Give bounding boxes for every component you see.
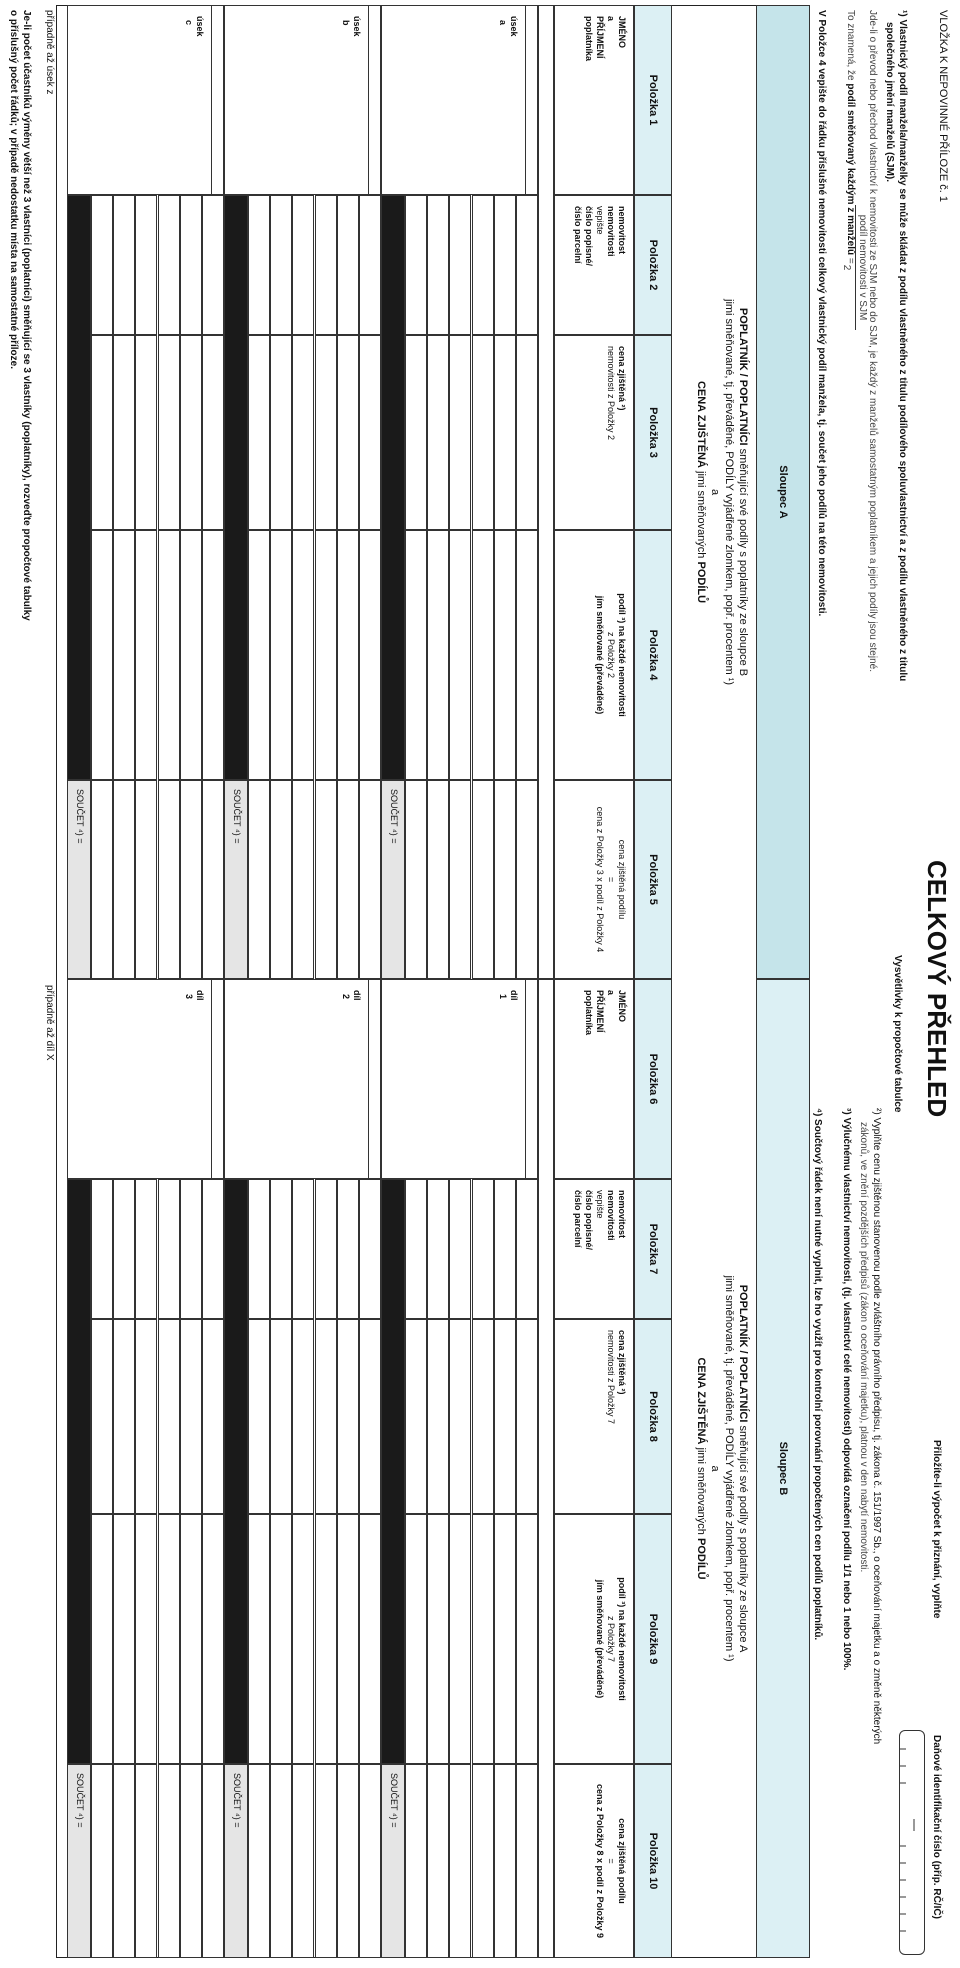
cell-p7[interactable]	[180, 1179, 202, 1319]
polozka-1-header: Položka 1	[634, 5, 672, 195]
cell-p5[interactable]	[405, 780, 427, 979]
note-2b: zákonů, ve znění pozdějších předpisů (zákon o oceňování majetku), platnou v den nabytí nemovitosti.	[858, 1122, 869, 1573]
cell-p7[interactable]	[449, 1179, 471, 1319]
cell-p9[interactable]	[202, 1514, 224, 1764]
p1-description	[554, 5, 634, 195]
usek-cell	[224, 5, 381, 195]
cell-p3[interactable]	[135, 335, 157, 530]
sloupec-a-description	[694, 5, 750, 979]
cell-p10[interactable]	[270, 1764, 292, 1958]
cell-p4[interactable]	[270, 530, 292, 780]
dil-label: díl	[509, 990, 519, 1001]
cell-p5[interactable]	[180, 780, 202, 979]
cell-p9[interactable]	[158, 1514, 180, 1764]
vlozka-label: VLOŽKA K NEPOVINNÉ PŘÍLOZE č. 1	[937, 10, 949, 202]
cell-p8[interactable]	[180, 1319, 202, 1514]
cell-p9[interactable]	[315, 1514, 337, 1764]
polozka-6-header: Položka 6	[634, 979, 672, 1179]
cell-p9[interactable]	[135, 1514, 157, 1764]
sloupec-a-poplatnik: POPLATNÍK / POPLATNÍCI	[737, 307, 749, 446]
cell-p9[interactable]	[91, 1514, 113, 1764]
cell-p4[interactable]	[292, 530, 314, 780]
dil-divider	[525, 979, 526, 1179]
cell-p4[interactable]	[337, 530, 359, 780]
cell-p2[interactable]	[315, 195, 337, 335]
cell-p7[interactable]	[337, 1179, 359, 1319]
cell-p8[interactable]	[248, 1319, 270, 1514]
cell-p7[interactable]	[359, 1179, 381, 1319]
cell-p10[interactable]	[315, 1764, 337, 1958]
p9-desc-line: podíl ³) na každé nemovitosti	[617, 1577, 627, 1701]
cell-p7[interactable]	[91, 1179, 113, 1319]
cell-p8[interactable]	[494, 1319, 516, 1514]
cell-p4[interactable]	[516, 530, 538, 780]
note-1d-bold: podíl směňovaný každým z manželů	[845, 83, 856, 256]
cell-p4[interactable]	[405, 530, 427, 780]
usek-label: úsek	[352, 16, 362, 37]
cell-p3[interactable]	[315, 335, 337, 530]
sloupec-a-jimi: jimi směňovaných	[695, 471, 707, 559]
note-3: ³) Výlučnému vlastnictví nemovitosti, (tj. vlastnictví celé nemovitosti) odpovídá označení podílu 1/1 nebo 1 nebo 100%.	[841, 1108, 852, 1671]
sum-row-black-b	[67, 1179, 91, 1764]
cell-p9[interactable]	[113, 1514, 135, 1764]
cell-p10[interactable]	[202, 1764, 224, 1958]
cell-p10[interactable]	[91, 1764, 113, 1958]
p7-desc-line: vepište	[595, 1190, 605, 1219]
usek-letter: c	[184, 20, 194, 26]
cell-p8[interactable]	[113, 1319, 135, 1514]
dic-label: Daňové identifikační číslo (příp. RČ/IČ)	[931, 1735, 942, 1919]
note-1c: Jde-li o převod nebo přechod vlastnictví k nemovitosti ze SJM nebo do SJM, je každý z manželů samostatným poplatníkem a jejich podíly jsou stejné.	[867, 10, 878, 672]
cell-p5[interactable]	[270, 780, 292, 979]
sloupec-a-smenujici: směňující své podíly s poplatníky ze sloupce B	[737, 448, 749, 677]
bottom-note-2: o příslušný počet řádků; v případě nedostatku místa na samostatné příloze.	[8, 10, 19, 369]
page-title: CELKOVÝ PŘEHLED	[922, 860, 952, 1118]
cell-p3[interactable]	[494, 335, 516, 530]
p5-desc-line: cena zjištěná podílu	[617, 839, 627, 920]
p2-desc-line: číslo popisné/	[584, 206, 594, 267]
dil-cell	[224, 979, 381, 1179]
dil-number: 3	[184, 994, 194, 1000]
cell-p9[interactable]	[427, 1514, 449, 1764]
cell-p3[interactable]	[202, 335, 224, 530]
cell-p3[interactable]	[359, 335, 381, 530]
sloupec-b-jimi: jimi směňovaných	[695, 1447, 707, 1535]
cell-p7[interactable]	[113, 1179, 135, 1319]
dic-input-box[interactable]	[899, 1730, 925, 1955]
cell-p3[interactable]	[337, 335, 359, 530]
cell-p7[interactable]	[202, 1179, 224, 1319]
note-1d-eq: =	[845, 257, 856, 264]
sum-row-black-b	[381, 1179, 405, 1764]
cell-p4[interactable]	[315, 530, 337, 780]
soucet-b: SOUČET ⁴) =	[381, 1764, 405, 1958]
p2-desc-line: nemovitosti	[606, 206, 616, 257]
sloupec-b-cena: CENA ZJIŠTĚNÁ	[695, 1357, 707, 1445]
cell-p5[interactable]	[135, 780, 157, 979]
dil-label: díl	[195, 990, 205, 1001]
cell-p9[interactable]	[494, 1514, 516, 1764]
p8-desc-line: nemovitosti z Položky 7	[606, 1330, 616, 1425]
cell-p3[interactable]	[180, 335, 202, 530]
fraction-denominator: 2	[841, 264, 852, 271]
soucet-b: SOUČET ⁴) =	[67, 1764, 91, 1958]
p7-description	[554, 1179, 634, 1319]
usek-cell	[381, 5, 538, 195]
p1-desc-line: PŘÍJMENÍ	[595, 16, 605, 59]
cell-p4[interactable]	[91, 530, 113, 780]
p9-desc-line: jím směňované (převáděné)	[595, 1579, 605, 1699]
cell-p9[interactable]	[180, 1514, 202, 1764]
cell-p4[interactable]	[135, 530, 157, 780]
cell-p4[interactable]	[113, 530, 135, 780]
dil-number: 2	[341, 994, 351, 1000]
cell-p2[interactable]	[494, 195, 516, 335]
p7-desc-line: nemovitosti	[606, 1190, 616, 1241]
cell-p10[interactable]	[292, 1764, 314, 1958]
dil-divider	[368, 979, 369, 1179]
p6-desc-line: PŘÍJMENÍ	[595, 990, 605, 1033]
sloupec-b-podily: jimi směňované, tj. převáděné, PODÍLY vyjádřené zlomkem, popř. procentem ¹)	[723, 1275, 735, 1662]
p10-desc-line: cena zjištěná podílu	[617, 1818, 627, 1904]
p4-desc-line: podíl ³) na každé nemovitosti	[617, 593, 627, 717]
sloupec-b-podilu: PODÍLŮ	[695, 1537, 707, 1580]
cell-p8[interactable]	[516, 1319, 538, 1514]
cell-p5[interactable]	[248, 780, 270, 979]
cell-p5[interactable]	[359, 780, 381, 979]
vysvetlivky-title: Vysvětlivky k propočtové tabulce	[892, 955, 903, 1113]
cell-p8[interactable]	[449, 1319, 471, 1514]
p6-desc-line: a	[606, 990, 616, 996]
cell-p9[interactable]	[472, 1514, 494, 1764]
p3-desc-line: nemovitosti z Položky 2	[606, 346, 616, 441]
cell-p10[interactable]	[472, 1764, 494, 1958]
sloupec-b-description	[694, 979, 750, 1958]
sum-row-black-a	[224, 195, 248, 780]
cell-p7[interactable]	[292, 1179, 314, 1319]
cell-p8[interactable]	[135, 1319, 157, 1514]
cell-p2[interactable]	[202, 195, 224, 335]
cell-p7[interactable]	[135, 1179, 157, 1319]
cell-p9[interactable]	[449, 1514, 471, 1764]
dil-cell	[381, 979, 538, 1179]
soucet-a: SOUČET ⁴) =	[224, 780, 248, 979]
cell-p5[interactable]	[91, 780, 113, 979]
cell-p5[interactable]	[337, 780, 359, 979]
spacer-row-a	[538, 5, 554, 979]
sloupec-b-and: a	[709, 1465, 721, 1472]
cell-p10[interactable]	[427, 1764, 449, 1958]
cell-p5[interactable]	[158, 780, 180, 979]
p6-desc-line: poplatníka	[584, 990, 594, 1036]
cell-p2[interactable]	[405, 195, 427, 335]
dil-label: díl	[352, 990, 362, 1001]
cell-p10[interactable]	[158, 1764, 180, 1958]
cell-p3[interactable]	[113, 335, 135, 530]
sum-row-black-b	[224, 1179, 248, 1764]
cell-p9[interactable]	[270, 1514, 292, 1764]
sum-row-black-a	[381, 195, 405, 780]
cell-p4[interactable]	[359, 530, 381, 780]
cell-p5[interactable]	[113, 780, 135, 979]
usek-divider	[525, 5, 526, 195]
usek-cell	[67, 5, 224, 195]
p10-desc-line: cena z Položky 8 x podíl z Položky 9	[595, 1783, 605, 1939]
cell-p3[interactable]	[292, 335, 314, 530]
prilozite-label: Přiložíte-li výpočet k přiznání, vyplňte	[931, 1440, 942, 1619]
cell-p7[interactable]	[427, 1179, 449, 1319]
cell-p2[interactable]	[135, 195, 157, 335]
cell-p9[interactable]	[248, 1514, 270, 1764]
p2-description	[554, 195, 634, 335]
cell-p2[interactable]	[270, 195, 292, 335]
cell-p7[interactable]	[472, 1179, 494, 1319]
polozka-2-header: Položka 2	[634, 195, 672, 335]
p8-description	[554, 1319, 634, 1514]
cell-p8[interactable]	[337, 1319, 359, 1514]
p7-desc-line: číslo parcelní	[573, 1190, 583, 1248]
dil-number: 1	[498, 994, 508, 1000]
cell-p5[interactable]	[292, 780, 314, 979]
cell-p2[interactable]	[180, 195, 202, 335]
sloupec-a-and: a	[709, 488, 721, 496]
cell-p3[interactable]	[91, 335, 113, 530]
cell-p3[interactable]	[405, 335, 427, 530]
p9-desc-line: z Položky 7	[606, 1615, 616, 1663]
cell-p10[interactable]	[449, 1764, 471, 1958]
cell-p10[interactable]	[516, 1764, 538, 1958]
sloupec-b-header: Sloupec B	[756, 979, 810, 1958]
polozka-4-header: Položka 4	[634, 530, 672, 780]
polozka-10-header: Položka 10	[634, 1764, 672, 1958]
usek-label: úsek	[195, 16, 205, 37]
cell-p7[interactable]	[158, 1179, 180, 1319]
note-1d-pre: To znamená, že	[845, 10, 856, 81]
cell-p2[interactable]	[337, 195, 359, 335]
footer-dil-x: případně až díl X	[44, 985, 55, 1061]
cell-p2[interactable]	[449, 195, 471, 335]
cell-p9[interactable]	[516, 1514, 538, 1764]
cell-p7[interactable]	[494, 1179, 516, 1319]
polozka-3-header: Položka 3	[634, 335, 672, 530]
sloupec-a-header: Sloupec A	[756, 5, 810, 979]
dil-cell	[67, 979, 224, 1179]
p7-desc-line: nemovitost	[617, 1190, 627, 1239]
cell-p9[interactable]	[359, 1514, 381, 1764]
cell-p2[interactable]	[516, 195, 538, 335]
cell-p10[interactable]	[494, 1764, 516, 1958]
cell-p5[interactable]	[202, 780, 224, 979]
soucet-a: SOUČET ⁴) =	[67, 780, 91, 979]
cell-p10[interactable]	[135, 1764, 157, 1958]
cell-p5[interactable]	[315, 780, 337, 979]
p3-description	[554, 335, 634, 530]
polozka-8-header: Položka 8	[634, 1319, 672, 1514]
sloupec-b-smenujici: směňující své podíly s poplatníky ze sloupce A	[737, 1425, 749, 1653]
cell-p9[interactable]	[405, 1514, 427, 1764]
cell-p8[interactable]	[427, 1319, 449, 1514]
soucet-b: SOUČET ⁴) =	[224, 1764, 248, 1958]
cell-p10[interactable]	[180, 1764, 202, 1958]
cell-p8[interactable]	[472, 1319, 494, 1514]
note-2a: ²) Vyplňte cenu zjištěnou stanovenou podle zvláštního právního předpisu, tj. zákona č. 151/1997 Sb., o oceňování majetku a o změně některých	[871, 1108, 882, 1745]
cell-p7[interactable]	[405, 1179, 427, 1319]
p10-desc-line: =	[606, 1858, 616, 1864]
cell-p7[interactable]	[516, 1179, 538, 1319]
note-1a: ¹) Vlastnický podíl manžela/manželky se může skládat z podílu vlastněného z titulu podílového spoluvlastnictví a z podílu vlastněného z titulu	[897, 10, 908, 682]
cell-p8[interactable]	[91, 1319, 113, 1514]
cell-p3[interactable]	[449, 335, 471, 530]
cell-p10[interactable]	[337, 1764, 359, 1958]
cell-p2[interactable]	[113, 195, 135, 335]
sloupec-a-podily: jimi směňované, tj. převáděné, PODÍLY vyjádřené zlomkem, popř. procentem ¹)	[723, 299, 735, 685]
cell-p2[interactable]	[158, 195, 180, 335]
usek-letter: a	[498, 20, 508, 26]
cell-p8[interactable]	[158, 1319, 180, 1514]
p6-desc-line: JMÉNO	[617, 990, 627, 1023]
cell-p5[interactable]	[449, 780, 471, 979]
cell-p7[interactable]	[315, 1179, 337, 1319]
sloupec-b-poplatnik: POPLATNÍK / POPLATNÍCI	[737, 1284, 749, 1423]
cell-p8[interactable]	[315, 1319, 337, 1514]
cell-p10[interactable]	[113, 1764, 135, 1958]
cell-p2[interactable]	[292, 195, 314, 335]
cell-p7[interactable]	[270, 1179, 292, 1319]
cell-p3[interactable]	[472, 335, 494, 530]
p6-description	[554, 979, 634, 1179]
p1-desc-line: a	[606, 16, 616, 22]
cell-p2[interactable]	[248, 195, 270, 335]
fraction-numerator: podíl nemovitosti v SJM	[855, 205, 868, 330]
p4-desc-line: z Položky 2	[606, 631, 616, 679]
cell-p4[interactable]	[472, 530, 494, 780]
cell-p8[interactable]	[202, 1319, 224, 1514]
p7-desc-line: číslo popisné/	[584, 1190, 594, 1251]
dil-divider	[211, 979, 212, 1179]
p10-description	[554, 1764, 634, 1958]
cell-p3[interactable]	[516, 335, 538, 530]
usek-letter: b	[341, 20, 351, 26]
p3-desc-line: cena zjištěná ²)	[617, 346, 627, 411]
cell-p8[interactable]	[270, 1319, 292, 1514]
p1-desc-line: poplatníka	[584, 16, 594, 62]
cell-p3[interactable]	[158, 335, 180, 530]
sum-row-black-a	[67, 195, 91, 780]
p5-desc-line: cena z Položky 3 x podíl z Položky 4	[595, 806, 605, 953]
note-4: ⁴) Součtový řádek není nutné vyplnit, lze ho využít pro kontrolní porovnání propočtených cen podílů poplatníků.	[812, 1108, 823, 1641]
cell-p8[interactable]	[292, 1319, 314, 1514]
cell-p8[interactable]	[359, 1319, 381, 1514]
bottom-note-1: Je-li počet účastníků výměny větší než 3 vlastníci (poplatníci) směňující se 3 vlastníky (poplatníky), rozveďte propočtové tabulky	[21, 10, 32, 621]
usek-divider	[368, 5, 369, 195]
cell-p8[interactable]	[405, 1319, 427, 1514]
cell-p4[interactable]	[494, 530, 516, 780]
usek-label: úsek	[509, 16, 519, 37]
polozka-5-header: Položka 5	[634, 780, 672, 979]
p2-desc-line: číslo parcelní	[573, 206, 583, 264]
p5-description	[554, 780, 634, 979]
cell-p5[interactable]	[516, 780, 538, 979]
cell-p4[interactable]	[180, 530, 202, 780]
cell-p2[interactable]	[427, 195, 449, 335]
cell-p7[interactable]	[248, 1179, 270, 1319]
p4-description	[554, 530, 634, 780]
cell-p2[interactable]	[91, 195, 113, 335]
spacer-row-b	[538, 979, 554, 1958]
p9-description	[554, 1514, 634, 1764]
cell-p2[interactable]	[472, 195, 494, 335]
cell-p5[interactable]	[494, 780, 516, 979]
cell-p5[interactable]	[472, 780, 494, 979]
sloupec-a-podilu: PODÍLŮ	[695, 561, 707, 604]
cell-p10[interactable]	[405, 1764, 427, 1958]
cell-p3[interactable]	[248, 335, 270, 530]
cell-p3[interactable]	[270, 335, 292, 530]
p8-desc-line: cena zjištěná ²)	[617, 1330, 627, 1395]
p1-desc-line: JMÉNO	[617, 16, 627, 49]
cell-p9[interactable]	[337, 1514, 359, 1764]
cell-p4[interactable]	[449, 530, 471, 780]
soucet-a: SOUČET ⁴) =	[381, 780, 405, 979]
p2-desc-line: vepište	[595, 206, 605, 235]
p4-desc-line: jím směňované (převáděné)	[595, 595, 605, 715]
cell-p5[interactable]	[427, 780, 449, 979]
cell-p10[interactable]	[359, 1764, 381, 1958]
cell-p3[interactable]	[427, 335, 449, 530]
usek-divider	[211, 5, 212, 195]
cell-p2[interactable]	[359, 195, 381, 335]
note-1e: V Položce 4 vepište do řádku příslušné nemovitosti celkový vlastnický podíl manžela, tj. součet jeho podílů na této nemovitosti.	[816, 10, 827, 617]
cell-p4[interactable]	[202, 530, 224, 780]
cell-p4[interactable]	[158, 530, 180, 780]
note-1b: společného jmění manželů (SJM).	[884, 22, 895, 183]
cell-p4[interactable]	[248, 530, 270, 780]
sloupec-a-cena: CENA ZJIŠTĚNÁ	[695, 380, 707, 468]
cell-p4[interactable]	[427, 530, 449, 780]
p2-desc-line: nemovitost	[617, 206, 627, 255]
cell-p9[interactable]	[292, 1514, 314, 1764]
p5-desc-line: =	[606, 876, 616, 883]
footer-usek-z: případně až úsek z	[44, 10, 55, 95]
polozka-9-header: Položka 9	[634, 1514, 672, 1764]
polozka-7-header: Položka 7	[634, 1179, 672, 1319]
cell-p10[interactable]	[248, 1764, 270, 1958]
